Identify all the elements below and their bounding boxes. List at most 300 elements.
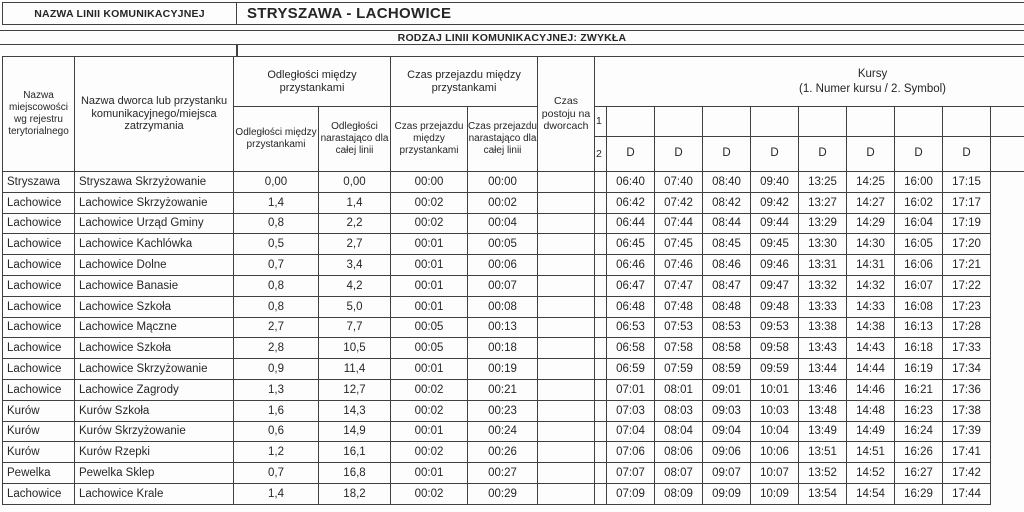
col-header-dist-cum: Odległości narastająco dla całej linii xyxy=(319,107,391,172)
dist-cell: 1,4 xyxy=(234,192,319,213)
dist-cum-cell: 18,2 xyxy=(319,483,391,504)
departure-time-cell: 13:31 xyxy=(799,255,847,276)
table-row xyxy=(3,400,1024,421)
departure-time-cell: 17:42 xyxy=(943,463,991,484)
dist-cum-cell: 3,4 xyxy=(319,255,391,276)
departure-time-cell: 14:46 xyxy=(847,379,895,400)
dist-cum-cell: 14,3 xyxy=(319,400,391,421)
departure-time-cell: 10:06 xyxy=(751,442,799,463)
departure-time-cell: 17:22 xyxy=(943,275,991,296)
spacer-cell xyxy=(595,234,607,255)
departure-time-cell: 10:07 xyxy=(751,463,799,484)
wait-cell xyxy=(538,172,595,193)
place-cell: Stryszawa xyxy=(3,172,75,193)
departure-time-cell: 17:17 xyxy=(943,192,991,213)
timetable-header xyxy=(3,57,1024,172)
ride-time-cell: 00:01 xyxy=(391,275,468,296)
departure-time-cell: 16:04 xyxy=(895,213,943,234)
edge-cell xyxy=(991,338,1024,359)
table-row xyxy=(3,296,1024,317)
departure-time-cell: 16:05 xyxy=(895,234,943,255)
table-row xyxy=(3,338,1024,359)
ride-cum-cell: 00:13 xyxy=(468,317,538,338)
place-cell: Lachowice xyxy=(3,275,75,296)
place-cell: Kurów xyxy=(3,442,75,463)
departure-time-cell: 10:04 xyxy=(751,421,799,442)
place-cell: Lachowice xyxy=(3,379,75,400)
dist-cell: 2,7 xyxy=(234,317,319,338)
edge-cell xyxy=(991,317,1024,338)
departure-time-cell: 14:49 xyxy=(847,421,895,442)
departure-time-cell: 08:09 xyxy=(655,483,703,504)
departure-time-cell: 08:06 xyxy=(655,442,703,463)
departure-time-cell: 07:07 xyxy=(607,463,655,484)
departure-time-cell: 17:36 xyxy=(943,379,991,400)
departure-time-cell: 08:40 xyxy=(703,172,751,193)
ride-cum-cell: 00:18 xyxy=(468,338,538,359)
stop-cell: Lachowice Krale xyxy=(75,483,234,504)
stop-cell: Lachowice Mączne xyxy=(75,317,234,338)
dist-cum-cell: 4,2 xyxy=(319,275,391,296)
edge-cell xyxy=(991,442,1024,463)
edge-cell xyxy=(991,463,1024,484)
stop-cell: Lachowice Szkoła xyxy=(75,338,234,359)
edge-cell xyxy=(991,296,1024,317)
edge-cell xyxy=(991,255,1024,276)
kurs-number-cell xyxy=(895,107,943,137)
stop-cell: Lachowice Urząd Gminy xyxy=(75,213,234,234)
spacer-cell xyxy=(595,379,607,400)
edge-cell xyxy=(991,213,1024,234)
stop-cell: Lachowice Banasie xyxy=(75,275,234,296)
departure-time-cell: 14:25 xyxy=(847,172,895,193)
dist-cum-cell: 14,9 xyxy=(319,421,391,442)
spacer-cell xyxy=(595,192,607,213)
departure-time-cell: 09:48 xyxy=(751,296,799,317)
kurs-symbol-cell: D xyxy=(799,137,847,172)
ride-cum-cell: 00:08 xyxy=(468,296,538,317)
departure-time-cell: 08:44 xyxy=(703,213,751,234)
stop-cell: Lachowice Kachlówka xyxy=(75,234,234,255)
departure-time-cell: 16:00 xyxy=(895,172,943,193)
edge-cell xyxy=(991,275,1024,296)
dist-cell: 1,3 xyxy=(234,379,319,400)
col-header-time-cum: Czas przejazdu narastająco dla całej linii xyxy=(468,107,538,172)
wait-cell xyxy=(538,338,595,359)
place-cell: Lachowice xyxy=(3,213,75,234)
table-row xyxy=(3,463,1024,484)
stop-cell: Kurów Szkoła xyxy=(75,400,234,421)
departure-time-cell: 09:53 xyxy=(751,317,799,338)
departure-time-cell: 07:45 xyxy=(655,234,703,255)
edge-cell xyxy=(991,234,1024,255)
spacer-cell xyxy=(595,213,607,234)
ride-cum-cell: 00:07 xyxy=(468,275,538,296)
departure-time-cell: 09:42 xyxy=(751,192,799,213)
dist-cell: 1,6 xyxy=(234,400,319,421)
departure-time-cell: 16:18 xyxy=(895,338,943,359)
departure-time-cell: 08:58 xyxy=(703,338,751,359)
kurs-number-cell xyxy=(703,107,751,137)
ride-time-cell: 00:01 xyxy=(391,296,468,317)
kurs-number-cell xyxy=(799,107,847,137)
departure-time-cell: 09:09 xyxy=(703,483,751,504)
departure-time-cell: 09:40 xyxy=(751,172,799,193)
table-row xyxy=(3,421,1024,442)
col-group-kursy xyxy=(595,57,1024,107)
table-row xyxy=(3,192,1024,213)
table-row xyxy=(3,234,1024,255)
departure-time-cell: 13:49 xyxy=(799,421,847,442)
ride-time-cell: 00:02 xyxy=(391,400,468,421)
departure-time-cell: 13:46 xyxy=(799,379,847,400)
dist-cell: 0,7 xyxy=(234,463,319,484)
ride-time-cell: 00:01 xyxy=(391,255,468,276)
kursy-subtitle: (1. Numer kursu / 2. Symbol) xyxy=(799,82,947,95)
kurs-symbol-cell: D xyxy=(607,137,655,172)
stop-cell: Lachowice Skrzyżowanie xyxy=(75,359,234,380)
spacer-cell xyxy=(595,338,607,359)
ride-time-cell: 00:02 xyxy=(391,442,468,463)
ride-cum-cell: 00:00 xyxy=(468,172,538,193)
departure-time-cell: 08:45 xyxy=(703,234,751,255)
departure-time-cell: 14:43 xyxy=(847,338,895,359)
stop-cell: Lachowice Dolne xyxy=(75,255,234,276)
line-name-value: STRYSZAWA - LACHOWICE xyxy=(237,2,1024,25)
departure-time-cell: 07:03 xyxy=(607,400,655,421)
ride-cum-cell: 00:29 xyxy=(468,483,538,504)
dist-cum-cell: 16,8 xyxy=(319,463,391,484)
title-row xyxy=(2,2,1024,25)
ride-time-cell: 00:01 xyxy=(391,421,468,442)
place-cell: Lachowice xyxy=(3,192,75,213)
kurs-symbol-cell: D xyxy=(895,137,943,172)
departure-time-cell: 07:48 xyxy=(655,296,703,317)
departure-time-cell: 13:33 xyxy=(799,296,847,317)
stop-cell: Lachowice Zagrody xyxy=(75,379,234,400)
departure-time-cell: 16:27 xyxy=(895,463,943,484)
departure-time-cell: 10:01 xyxy=(751,379,799,400)
departure-time-cell: 17:28 xyxy=(943,317,991,338)
departure-time-cell: 07:58 xyxy=(655,338,703,359)
dist-cell: 0,8 xyxy=(234,275,319,296)
departure-time-cell: 13:43 xyxy=(799,338,847,359)
wait-cell xyxy=(538,483,595,504)
dist-cum-cell: 2,2 xyxy=(319,213,391,234)
dist-cell: 0,8 xyxy=(234,213,319,234)
wait-cell xyxy=(538,255,595,276)
departure-time-cell: 14:32 xyxy=(847,275,895,296)
departure-time-cell: 08:48 xyxy=(703,296,751,317)
departure-time-cell: 13:30 xyxy=(799,234,847,255)
departure-time-cell: 16:13 xyxy=(895,317,943,338)
departure-time-cell: 07:42 xyxy=(655,192,703,213)
ride-time-cell: 00:01 xyxy=(391,234,468,255)
departure-time-cell: 10:09 xyxy=(751,483,799,504)
dist-cum-cell: 16,1 xyxy=(319,442,391,463)
departure-time-cell: 07:44 xyxy=(655,213,703,234)
col-group-distance: Odległości między przystankami xyxy=(234,57,391,107)
departure-time-cell: 14:30 xyxy=(847,234,895,255)
departure-time-cell: 06:45 xyxy=(607,234,655,255)
departure-time-cell: 14:52 xyxy=(847,463,895,484)
departure-time-cell: 13:38 xyxy=(799,317,847,338)
departure-time-cell: 08:59 xyxy=(703,359,751,380)
departure-time-cell: 16:07 xyxy=(895,275,943,296)
spacer-cell xyxy=(595,172,607,193)
departure-time-cell: 08:07 xyxy=(655,463,703,484)
departure-time-cell: 14:51 xyxy=(847,442,895,463)
place-cell: Pewelka xyxy=(3,463,75,484)
dist-cell: 2,8 xyxy=(234,338,319,359)
departure-time-cell: 09:03 xyxy=(703,400,751,421)
place-cell: Lachowice xyxy=(3,296,75,317)
edge-cell xyxy=(991,379,1024,400)
departure-time-cell: 06:53 xyxy=(607,317,655,338)
departure-time-cell: 09:07 xyxy=(703,463,751,484)
departure-time-cell: 16:29 xyxy=(895,483,943,504)
departure-time-cell: 08:42 xyxy=(703,192,751,213)
departure-time-cell: 07:53 xyxy=(655,317,703,338)
col-header-place: Nazwa miejscowości wg rejestru terytorialnego xyxy=(3,57,75,172)
table-row xyxy=(3,483,1024,504)
departure-time-cell: 14:33 xyxy=(847,296,895,317)
place-cell: Lachowice xyxy=(3,255,75,276)
dist-cell: 0,00 xyxy=(234,172,319,193)
departure-time-cell: 06:42 xyxy=(607,192,655,213)
stop-cell: Pewelka Sklep xyxy=(75,463,234,484)
departure-time-cell: 07:09 xyxy=(607,483,655,504)
departure-time-cell: 13:44 xyxy=(799,359,847,380)
wait-cell xyxy=(538,379,595,400)
departure-time-cell: 07:47 xyxy=(655,275,703,296)
dist-cum-cell: 0,00 xyxy=(319,172,391,193)
ride-cum-cell: 00:27 xyxy=(468,463,538,484)
place-cell: Kurów xyxy=(3,400,75,421)
table-row xyxy=(3,317,1024,338)
spacer-cell xyxy=(595,400,607,421)
dist-cum-cell: 7,7 xyxy=(319,317,391,338)
departure-time-cell: 17:34 xyxy=(943,359,991,380)
ride-cum-cell: 00:26 xyxy=(468,442,538,463)
departure-time-cell: 07:46 xyxy=(655,255,703,276)
ride-time-cell: 00:05 xyxy=(391,317,468,338)
wait-cell xyxy=(538,463,595,484)
departure-time-cell: 16:02 xyxy=(895,192,943,213)
dist-cell: 0,6 xyxy=(234,421,319,442)
departure-time-cell: 06:44 xyxy=(607,213,655,234)
departure-time-cell: 16:24 xyxy=(895,421,943,442)
table-row xyxy=(3,379,1024,400)
place-cell: Lachowice xyxy=(3,234,75,255)
spacer-cell xyxy=(595,275,607,296)
stop-cell: Lachowice Szkoła xyxy=(75,296,234,317)
ride-cum-cell: 00:21 xyxy=(468,379,538,400)
wait-cell xyxy=(538,421,595,442)
departure-time-cell: 08:03 xyxy=(655,400,703,421)
departure-time-cell: 16:21 xyxy=(895,379,943,400)
departure-time-cell: 06:46 xyxy=(607,255,655,276)
ride-time-cell: 00:01 xyxy=(391,359,468,380)
wait-cell xyxy=(538,359,595,380)
dist-cum-cell: 12,7 xyxy=(319,379,391,400)
place-cell: Lachowice xyxy=(3,483,75,504)
departure-time-cell: 14:54 xyxy=(847,483,895,504)
dist-cell: 0,7 xyxy=(234,255,319,276)
departure-time-cell: 13:32 xyxy=(799,275,847,296)
departure-time-cell: 17:38 xyxy=(943,400,991,421)
spacer-cell xyxy=(595,421,607,442)
departure-time-cell: 09:59 xyxy=(751,359,799,380)
place-cell: Lachowice xyxy=(3,359,75,380)
ride-cum-cell: 00:02 xyxy=(468,192,538,213)
departure-time-cell: 16:06 xyxy=(895,255,943,276)
departure-time-cell: 09:01 xyxy=(703,379,751,400)
departure-time-cell: 17:20 xyxy=(943,234,991,255)
timetable xyxy=(2,56,1024,505)
col-header-wait-time: Czas postoju na dworcach xyxy=(538,57,595,172)
departure-time-cell: 13:27 xyxy=(799,192,847,213)
departure-time-cell: 06:40 xyxy=(607,172,655,193)
departure-time-cell: 14:48 xyxy=(847,400,895,421)
table-row xyxy=(3,255,1024,276)
departure-time-cell: 06:58 xyxy=(607,338,655,359)
departure-time-cell: 17:21 xyxy=(943,255,991,276)
table-row xyxy=(3,172,1024,193)
stop-cell: Stryszawa Skrzyżowanie xyxy=(75,172,234,193)
edge-cell xyxy=(991,192,1024,213)
departure-time-cell: 09:06 xyxy=(703,442,751,463)
dist-cell: 1,4 xyxy=(234,483,319,504)
line-name-label: NAZWA LINII KOMUNIKACYJNEJ xyxy=(2,2,237,25)
place-cell: Lachowice xyxy=(3,338,75,359)
kurs-symbol-cell: D xyxy=(847,137,895,172)
departure-time-cell: 08:04 xyxy=(655,421,703,442)
kurs-symbol-label: 2 xyxy=(595,137,607,172)
kurs-symbol-cell: D xyxy=(943,137,991,172)
stop-cell: Kurów Skrzyżowanie xyxy=(75,421,234,442)
departure-time-cell: 14:31 xyxy=(847,255,895,276)
wait-cell xyxy=(538,234,595,255)
dist-cum-cell: 1,4 xyxy=(319,192,391,213)
departure-time-cell: 13:48 xyxy=(799,400,847,421)
ride-time-cell: 00:05 xyxy=(391,338,468,359)
spacer-cell xyxy=(595,255,607,276)
departure-time-cell: 09:46 xyxy=(751,255,799,276)
departure-time-cell: 17:19 xyxy=(943,213,991,234)
spacer-cell xyxy=(595,463,607,484)
departure-time-cell: 13:25 xyxy=(799,172,847,193)
table-row xyxy=(3,442,1024,463)
kurs-number-cell xyxy=(607,107,655,137)
kursy-title: Kursy xyxy=(857,68,888,81)
departure-time-cell: 13:29 xyxy=(799,213,847,234)
departure-time-cell: 17:33 xyxy=(943,338,991,359)
edge-cell xyxy=(991,483,1024,504)
departure-time-cell: 06:48 xyxy=(607,296,655,317)
wait-cell xyxy=(538,192,595,213)
departure-time-cell: 08:46 xyxy=(703,255,751,276)
departure-time-cell: 07:04 xyxy=(607,421,655,442)
ride-cum-cell: 00:04 xyxy=(468,213,538,234)
wait-cell xyxy=(538,400,595,421)
kurs-symbol-cell: D xyxy=(703,137,751,172)
col-header-dist-between: Odległości między przystankami xyxy=(234,107,319,172)
ride-time-cell: 00:02 xyxy=(391,483,468,504)
table-row xyxy=(3,275,1024,296)
departure-time-cell: 07:06 xyxy=(607,442,655,463)
departure-time-cell: 07:40 xyxy=(655,172,703,193)
ride-cum-cell: 00:05 xyxy=(468,234,538,255)
stop-cell: Kurów Rzepki xyxy=(75,442,234,463)
col-header-time-between: Czas przejazdu między przystankami xyxy=(391,107,468,172)
col-group-travel-time: Czas przejazdu między przystankami xyxy=(391,57,538,107)
spacer-cell xyxy=(595,483,607,504)
wait-cell xyxy=(538,317,595,338)
departure-time-cell: 14:27 xyxy=(847,192,895,213)
ride-time-cell: 00:02 xyxy=(391,379,468,400)
table-row xyxy=(3,213,1024,234)
dist-cum-cell: 11,4 xyxy=(319,359,391,380)
departure-time-cell: 16:08 xyxy=(895,296,943,317)
ride-time-cell: 00:02 xyxy=(391,192,468,213)
departure-time-cell: 16:26 xyxy=(895,442,943,463)
departure-time-cell: 13:52 xyxy=(799,463,847,484)
departure-time-cell: 09:45 xyxy=(751,234,799,255)
spacer-cell xyxy=(595,317,607,338)
ride-time-cell: 00:02 xyxy=(391,213,468,234)
departure-time-cell: 06:59 xyxy=(607,359,655,380)
spacer-cell xyxy=(595,359,607,380)
departure-time-cell: 06:47 xyxy=(607,275,655,296)
departure-time-cell: 07:01 xyxy=(607,379,655,400)
departure-time-cell: 09:58 xyxy=(751,338,799,359)
departure-time-cell: 07:59 xyxy=(655,359,703,380)
ride-cum-cell: 00:23 xyxy=(468,400,538,421)
line-type-banner: RODZAJ LINII KOMUNIKACYJNEJ: ZWYKŁA xyxy=(0,30,1024,45)
table-row xyxy=(3,359,1024,380)
header-spacer xyxy=(0,45,1024,56)
dist-cell: 0,8 xyxy=(234,296,319,317)
col-header-stop: Nazwa dworca lub przystanku komunikacyjnego/miejsca zatrzymania xyxy=(75,57,234,172)
wait-cell xyxy=(538,213,595,234)
departure-time-cell: 08:47 xyxy=(703,275,751,296)
departure-time-cell: 14:44 xyxy=(847,359,895,380)
kurs-number-cell xyxy=(847,107,895,137)
departure-time-cell: 17:39 xyxy=(943,421,991,442)
stop-cell: Lachowice Skrzyżowanie xyxy=(75,192,234,213)
edge-cell xyxy=(991,421,1024,442)
departure-time-cell: 08:53 xyxy=(703,317,751,338)
departure-time-cell: 10:03 xyxy=(751,400,799,421)
dist-cum-cell: 10,5 xyxy=(319,338,391,359)
divider-line xyxy=(236,45,238,56)
departure-time-cell: 13:51 xyxy=(799,442,847,463)
departure-time-cell: 09:47 xyxy=(751,275,799,296)
kurs-number-cell xyxy=(943,107,991,137)
departure-time-cell: 09:44 xyxy=(751,213,799,234)
kurs-symbol-cell-edge xyxy=(991,137,1024,172)
ride-cum-cell: 00:24 xyxy=(468,421,538,442)
edge-cell xyxy=(991,400,1024,421)
edge-cell xyxy=(991,359,1024,380)
kurs-number-cell-edge xyxy=(991,107,1024,137)
dist-cell: 0,5 xyxy=(234,234,319,255)
dist-cum-cell: 2,7 xyxy=(319,234,391,255)
ride-cum-cell: 00:19 xyxy=(468,359,538,380)
dist-cell: 1,2 xyxy=(234,442,319,463)
dist-cell: 0,9 xyxy=(234,359,319,380)
